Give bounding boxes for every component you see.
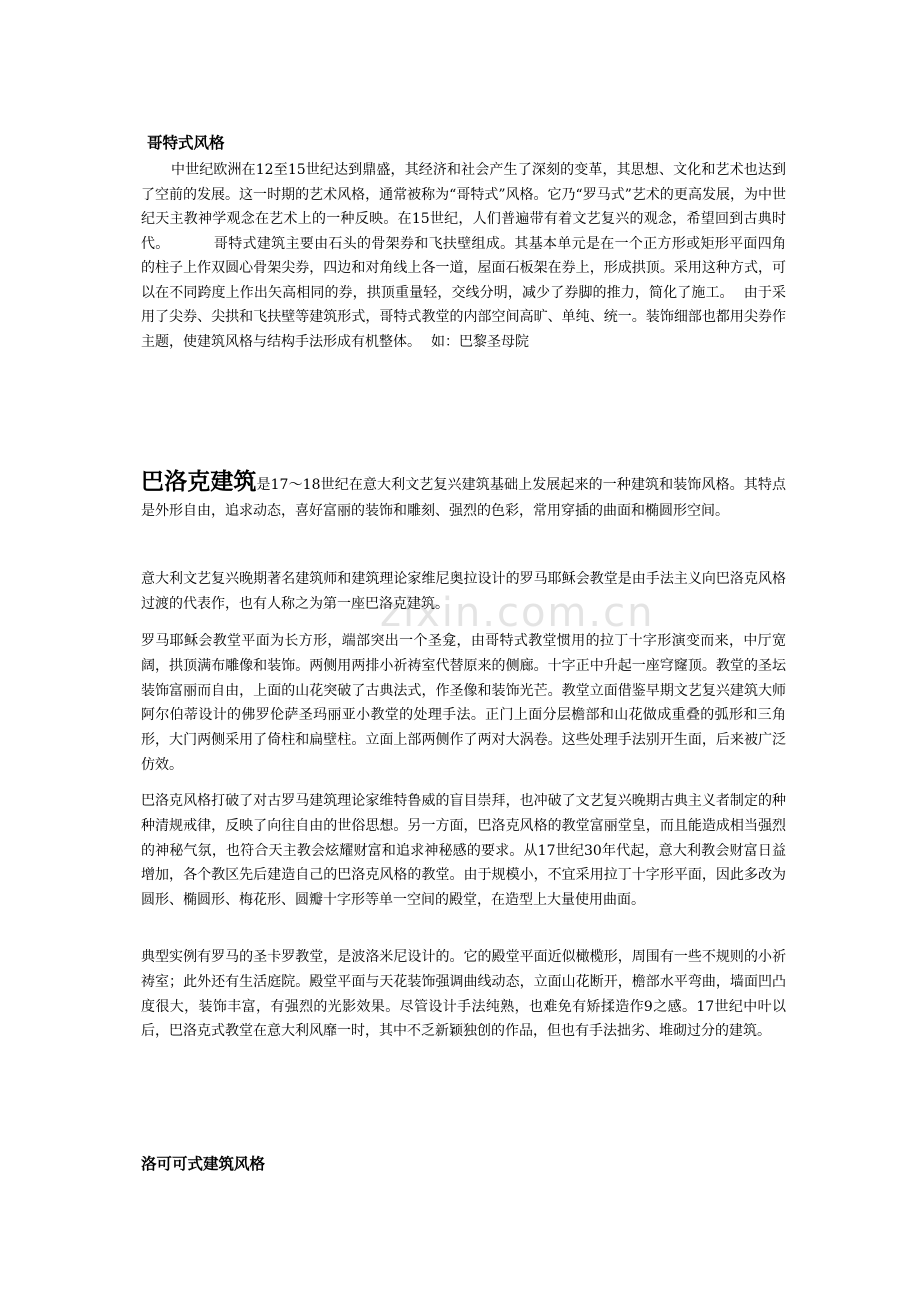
baroque-section-title: 巴洛克建筑 bbox=[141, 469, 257, 495]
gothic-section-title: 哥特式风格 bbox=[147, 133, 225, 152]
baroque-paragraph-4: 巴洛克风格打破了对古罗马建筑理论家维特鲁威的盲目崇拜，也冲破了文艺复兴晚期古典主义者制定的种种清规戒律，反映了向往自由的世俗思想。另一方面，巴洛克风格的教堂富丽堂皇，而且能造成相当强烈的神秘气氛，也符合天主教会炫耀财富和追求神秘感的要求。从17世纪30年代起，意大利教会财富日益增加，各个教区先后建造自己的巴洛克风格的教堂。由于规模小，不宜采用拉丁十字形平面，因此多改为圆形、椭圆形、梅花形、圆瓣十字形等单一空间的殿堂，在造型上大量使用曲面。 bbox=[141, 793, 786, 909]
baroque-intro-text: 是17～18世纪在意大利文艺复兴建筑基础上发展起来的一种建筑和装饰风格。其特点是外形自由，追求动态，喜好富丽的装饰和雕刻、强烈的色彩，常用穿插的曲面和椭圆形空间。 bbox=[141, 477, 787, 519]
baroque-paragraph-3: 罗马耶稣会教堂平面为长方形，端部突出一个圣龛，由哥特式教堂惯用的拉丁十字形演变而来，中厅宽阔，拱顶满布雕像和装饰。两侧用两排小祈祷室代替原来的侧廊。十字正中升起一座穹窿顶。教堂的圣坛装饰富丽而自由，上面的山花突破了古典法式，作圣像和装饰光芒。教堂立面借鉴早期文艺复兴建筑大师阿尔伯蒂设计的佛罗伦萨圣玛丽亚小教堂的处理手法。正门上面分层檐部和山花做成重叠的弧形和三角形，大门两侧采用了倚柱和扁壁柱。立面上部两侧作了两对大涡卷。这些处理手法别开生面，后来被广泛仿效。 bbox=[141, 633, 786, 773]
baroque-paragraph-2: 意大利文艺复兴晚期著名建筑师和建筑理论家维尼奥拉设计的罗马耶稣会教堂是由手法主义向巴洛克风格过渡的代表作，也有人称之为第一座巴洛克建筑。 bbox=[141, 571, 786, 612]
gothic-text-part2: 哥特式建筑主要由石头的骨架券和飞扶壁组成。其基本单元是在一个正方形或矩形平面四角的柱子上作双圆心骨架尖券，四边和对角线上各一道，屋面石板架在券上，形成拱顶。采用这种方式，可以在不同跨度上作出矢高相同的券，拱顶重量轻，交线分明，减少了券脚的推力，简化了施工。 bbox=[141, 235, 787, 301]
gothic-text-part3: 由于采用了尖券、尖拱和飞扶壁等建筑形式，哥特式教堂的内部空间高旷、单纯、统一。装饰细部也都用尖券作主题，使建筑风格与结构手法形成有机整体。 bbox=[141, 284, 787, 350]
rococo-section-title: 洛可可式建筑风格 bbox=[141, 1154, 266, 1173]
gothic-paragraph bbox=[141, 158, 786, 354]
gothic-text-part4: 如：巴黎圣母院 bbox=[431, 333, 529, 350]
watermark: zixin.com.cn bbox=[380, 590, 655, 636]
baroque-intro-paragraph bbox=[141, 469, 786, 524]
baroque-paragraph-5: 典型实例有罗马的圣卡罗教堂，是波洛米尼设计的。它的殿堂平面近似橄榄形，周围有一些不规则的小祈祷室；此外还有生活庭院。殿堂平面与天花装饰强调曲线动态，立面山花断开，檐部水平弯曲，墙面凹凸度很大，装饰丰富，有强烈的光影效果。尽管设计手法纯熟，也难免有矫揉造作9之感。17世纪中叶以后，巴洛克式教堂在意大利风靡一时，其中不乏新颖独创的作品，但也有手法拙劣、堆砌过分的建筑。 bbox=[141, 949, 786, 1040]
gothic-text-part1: 中世纪欧洲在12至15世纪达到鼎盛，其经济和社会产生了深刻的变革，其思想、文化和艺术也达到了空前的发展。这一时期的艺术风格，通常被称为“哥特式”风格。它乃“罗马式”艺术的更高发展，为中世纪天主教神学观念在艺术上的一种反映。在15世纪，人们普遍带有着文艺复兴的观念，希望回到古典时代。 bbox=[141, 162, 786, 252]
